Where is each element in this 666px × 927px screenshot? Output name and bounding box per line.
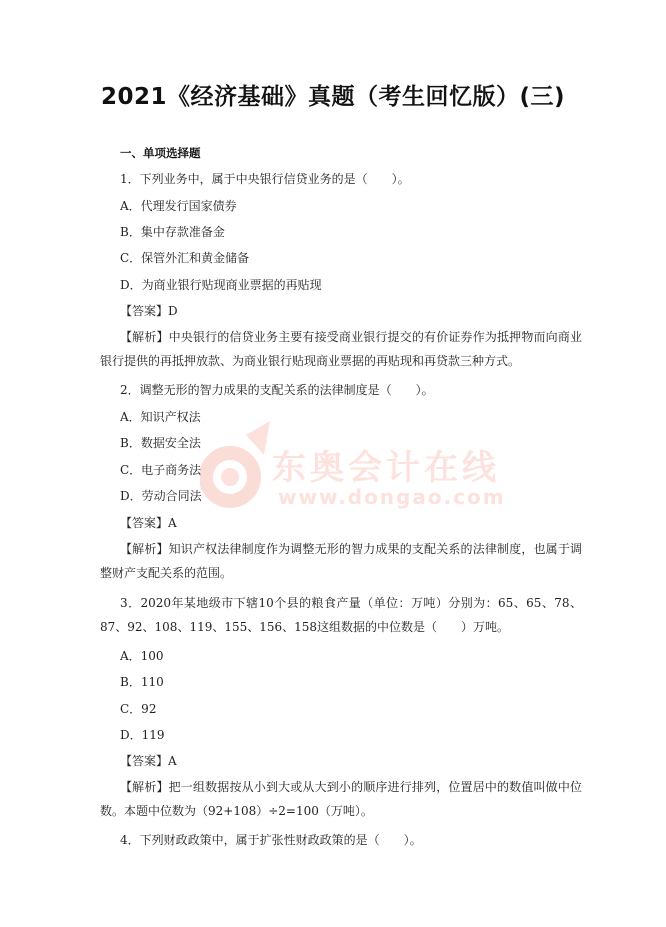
option-a: A．知识产权法 xyxy=(120,410,201,424)
analysis: 【解析】把一组数据按从小到大或从大到小的顺序进行排列，位置居中的数值叫做中位数。本题中位数为（92+108）÷2=100（万吨）。 xyxy=(100,780,582,818)
question-stem: 1．下列业务中，属于中央银行信贷业务的是（ ）。 xyxy=(120,172,410,186)
option-b: B．集中存款准备金 xyxy=(120,225,225,239)
question-stem: 4．下列财政政策中，属于扩张性财政政策的是（ ）。 xyxy=(120,833,422,847)
analysis: 【解析】知识产权法律制度作为调整无形的智力成果的支配关系的法律制度，也属于调整财产支配关系的范围。 xyxy=(100,542,582,580)
watermark-url: www.dongao.com xyxy=(278,485,506,509)
option-d: D．为商业银行贴现商业票据的再贴现 xyxy=(120,278,322,292)
option-b: B．数据安全法 xyxy=(120,436,201,450)
answer: 【答案】D xyxy=(120,304,178,318)
option-d: D．119 xyxy=(120,728,165,742)
option-b: B．110 xyxy=(120,675,164,689)
option-c: C．保管外汇和黄金储备 xyxy=(120,251,250,265)
option-c: C．92 xyxy=(120,702,157,716)
document-title: 2021《经济基础》真题（考生回忆版）(三) xyxy=(100,84,566,110)
section-heading: 一、单项选择题 xyxy=(120,146,201,160)
answer: 【答案】A xyxy=(120,516,177,530)
question-stem: 2．调整无形的智力成果的支配关系的法律制度是（ ）。 xyxy=(120,383,434,397)
answer: 【答案】A xyxy=(120,754,177,768)
option-a: A．代理发行国家债券 xyxy=(120,199,237,213)
analysis: 【解析】中央银行的信贷业务主要有接受商业银行提交的有价证券作为抵押物而向商业银行提供的再抵押放款、为商业银行贴现商业票据的再贴现和再贷款三种方式。 xyxy=(100,330,582,368)
option-d: D．劳动合同法 xyxy=(120,489,202,503)
watermark-brand: 东奥会计在线 xyxy=(272,448,500,488)
question-stem: 3．2020年某地级市下辖10个县的粮食产量（单位：万吨）分别为：65、65、78、87、92、108、119、155、156、158这组数据的中位数是（ ）万吨。 xyxy=(100,596,582,634)
option-c: C．电子商务法 xyxy=(120,463,202,477)
option-a: A．100 xyxy=(120,649,164,663)
